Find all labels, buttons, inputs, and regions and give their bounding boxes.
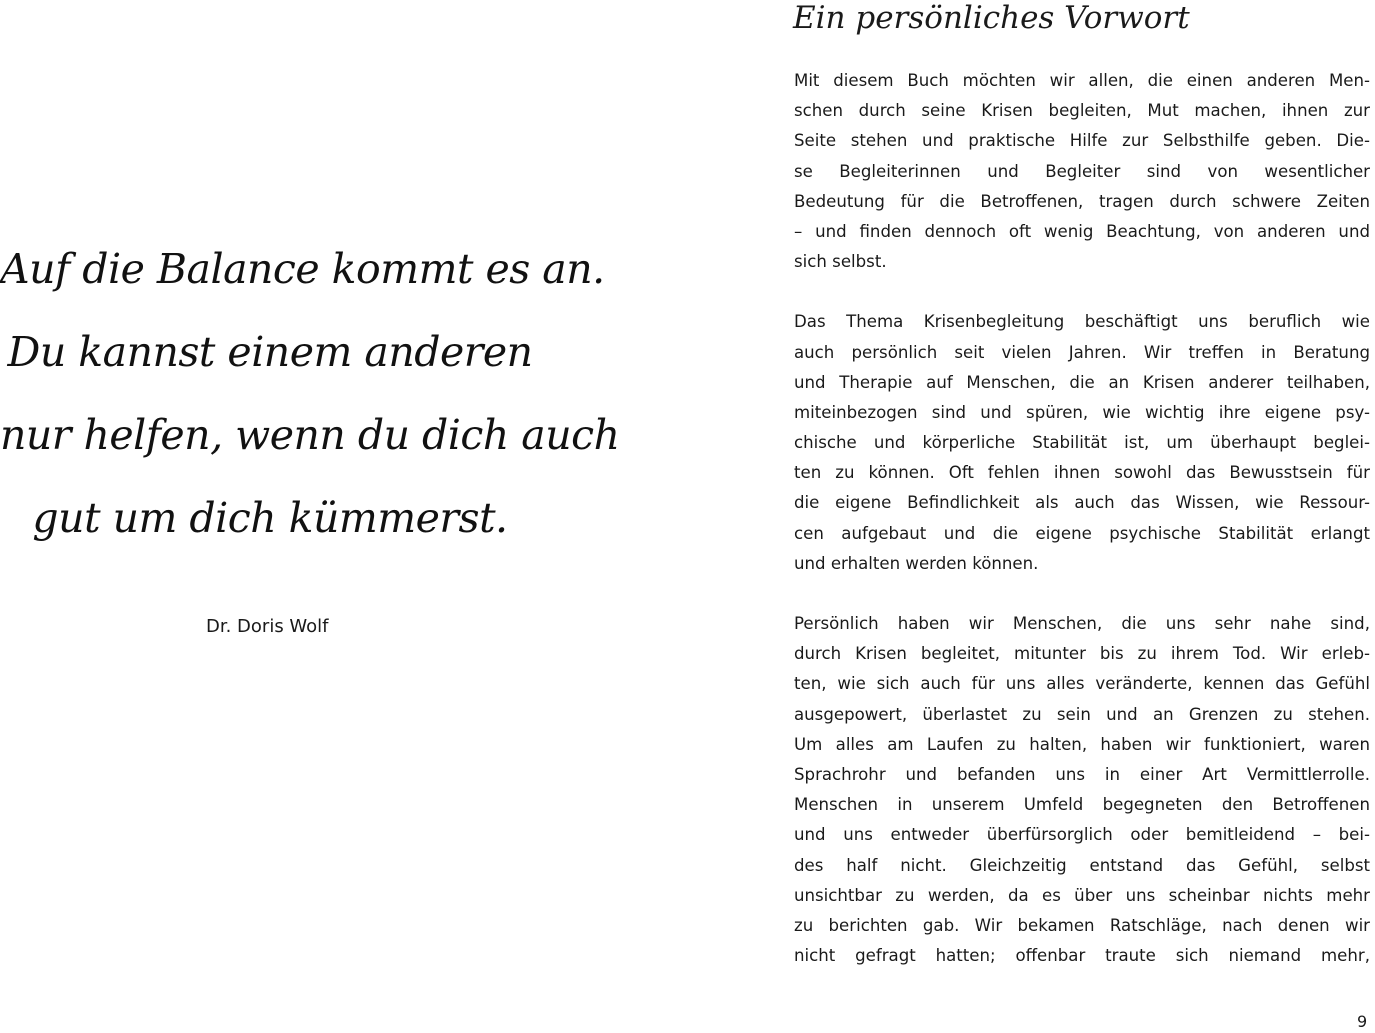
text-line: des half nicht. Gleichzeitig entstand das Gefühl, selbst (794, 855, 1370, 875)
paragraph-1 (794, 66, 1370, 277)
text-line: Das Thema Krisenbegleitung beschäftigt uns beruflich wie (794, 312, 1370, 332)
text-line: – und finden dennoch oft wenig Beachtung, von anderen und (794, 221, 1370, 241)
text-line: miteinbezogen sind und spüren, wie wichtig ihre eigene psy- (794, 402, 1370, 422)
text-line: die eigene Befindlichkeit als auch das Wissen, wie Ressour- (794, 493, 1370, 513)
page-number: 9 (1357, 1012, 1368, 1031)
text-line: und uns entweder überfürsorglich oder bemitleidend – bei- (794, 825, 1370, 845)
epigraph-quote (0, 228, 620, 560)
text-line: cen aufgebaut und die eigene psychische Stabilität erlangt (794, 523, 1370, 543)
paragraph-2 (794, 307, 1370, 579)
text-line: ten zu können. Oft fehlen ihnen sowohl das Bewusstsein für (794, 463, 1370, 483)
text-line: Persönlich haben wir Menschen, die uns sehr nahe sind, (794, 614, 1370, 633)
text-line: unsichtbar zu werden, da es über uns scheinbar nichts mehr (794, 885, 1370, 905)
quote-line: gut um dich kümmerst. (32, 494, 508, 542)
quote-line: nur helfen, wenn du dich auch (0, 411, 620, 459)
text-line: und erhalten werden können. (794, 553, 1039, 573)
paragraph-3 (794, 609, 1370, 971)
chapter-body (794, 66, 1370, 1001)
chapter-title: Ein persönliches Vorwort (793, 0, 1190, 36)
text-line: zu berichten gab. Wir bekamen Ratschläge, nach denen wir (794, 915, 1370, 935)
text-line: Mit diesem Buch möchten wir allen, die einen anderen Men- (794, 71, 1370, 90)
text-line: nicht gefragt hatten; offenbar traute sich niemand mehr, (794, 946, 1370, 966)
text-line: Seite stehen und praktische Hilfe zur Selbsthilfe geben. Die- (794, 131, 1370, 151)
text-line: Menschen in unserem Umfeld begegneten den Betroffenen (794, 795, 1370, 815)
text-line: Um alles am Laufen zu halten, haben wir funktioniert, waren (794, 734, 1370, 754)
text-line: schen durch seine Krisen begleiten, Mut machen, ihnen zur (794, 101, 1370, 121)
text-line: se Begleiterinnen und Begleiter sind von wesentlicher (794, 161, 1370, 181)
text-line: chische und körperliche Stabilität ist, um überhaupt beglei- (794, 433, 1370, 453)
text-line: sich selbst. (794, 252, 887, 272)
text-line: ten, wie sich auch für uns alles veränderte, kennen das Gefühl (794, 674, 1370, 694)
quote-line: Du kannst einem anderen (7, 328, 533, 376)
text-line: Sprachrohr und befanden uns in einer Art Vermittlerrolle. (794, 764, 1370, 784)
text-line: auch persönlich seit vielen Jahren. Wir treffen in Beratung (794, 342, 1370, 362)
quote-author: Dr. Doris Wolf (206, 616, 329, 637)
text-line: Bedeutung für die Betroffenen, tragen durch schwere Zeiten (794, 191, 1370, 211)
quote-line: Auf die Balance kommt es an. (0, 245, 605, 293)
text-line: ausgepowert, überlastet zu sein und an Grenzen zu stehen. (794, 704, 1370, 724)
text-line: durch Krisen begleitet, mitunter bis zu ihrem Tod. Wir erleb- (794, 644, 1370, 664)
text-line: und Therapie auf Menschen, die an Krisen anderer teilhaben, (794, 372, 1370, 392)
